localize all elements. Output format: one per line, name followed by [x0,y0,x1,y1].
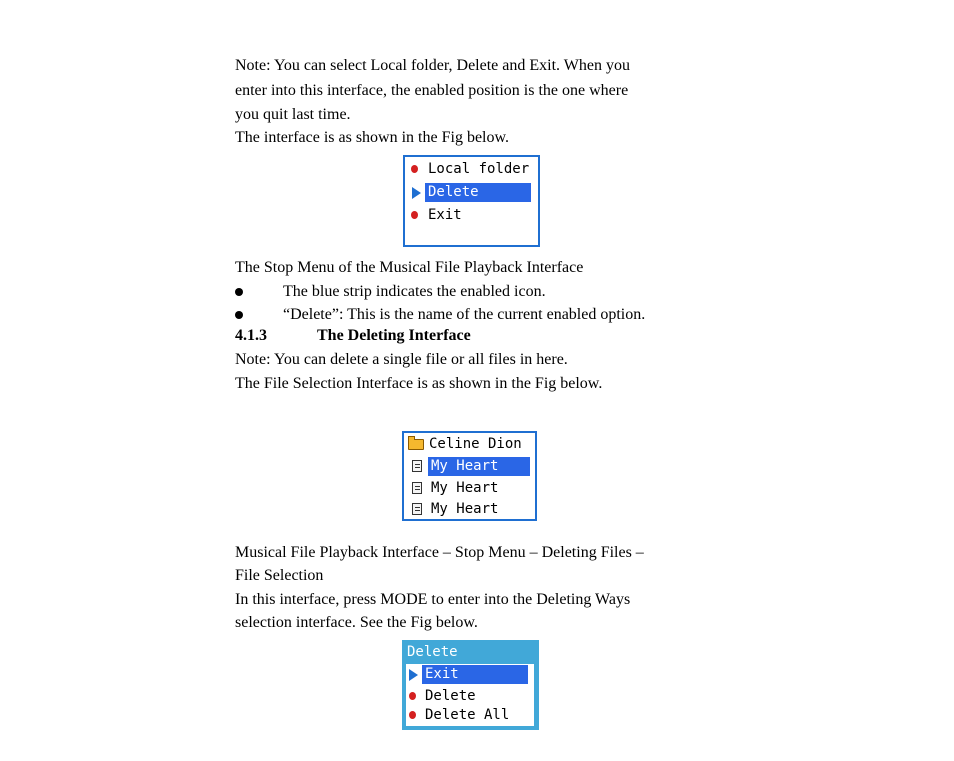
section-title: The Deleting Interface [317,327,471,344]
stop-menu-screen [403,155,540,247]
menu-item-exit[interactable] [405,206,538,225]
section-number: 4.1.3 [235,327,267,344]
file-icon [412,503,422,515]
file-label: My Heart [431,480,499,496]
blue-triangle-icon [412,187,421,199]
red-dot-icon [409,711,416,719]
menu-item-label: Exit [422,665,528,684]
menu-item-label: Delete All [425,707,510,723]
menu-item-label: Delete [425,688,476,704]
red-dot-icon [411,211,418,219]
file-item[interactable] [404,457,535,476]
delete-menu-title: Delete [407,644,458,660]
menu-item-delete[interactable] [406,687,534,706]
note-line-2: enter into this interface, the enabled position is the one where [235,82,629,99]
menu-item-label: Exit [428,207,462,223]
figure-2-caption-line-2: File Selection [235,567,324,584]
paragraph-3-line-1: In this interface, press MODE to enter into the Deleting Ways [235,591,631,608]
folder-label: Celine Dion [429,436,522,452]
file-icon [412,460,422,472]
menu-item-label: Delete [425,183,531,202]
menu-item-local-folder[interactable] [405,160,538,179]
file-item[interactable] [404,479,535,498]
figure-1-intro: The interface is as shown in the Fig below. [235,129,510,146]
folder-icon [408,439,424,450]
menu-item-delete[interactable] [405,183,538,202]
red-dot-icon [409,692,416,700]
figure-1-caption: The Stop Menu of the Musical File Playback Interface [235,259,584,276]
delete-ways-screen [402,640,539,730]
file-label: My Heart [428,457,530,476]
file-label: My Heart [431,501,499,517]
folder-item[interactable] [404,435,535,454]
file-selection-screen [402,431,537,521]
red-dot-icon [411,165,418,173]
file-icon [412,482,422,494]
file-item[interactable] [404,500,535,519]
figure-2-intro: The File Selection Interface is as shown in the Fig below. [235,375,603,392]
note-line-1: Note: You can select Local folder, Delete and Exit. When you [235,57,630,74]
note-line-3: you quit last time. [235,106,351,123]
bullet-dot-icon [235,288,243,296]
section-heading [235,326,471,346]
blue-triangle-icon [409,669,418,681]
delete-menu-list [406,664,534,726]
paragraph-3-line-2: selection interface. See the Fig below. [235,614,478,631]
menu-item-exit[interactable] [406,665,534,684]
bullet-dot-icon [235,311,243,319]
menu-item-delete-all[interactable] [406,706,534,725]
menu-item-label: Local folder [428,161,530,177]
figure-2-caption-line-1: Musical File Playback Interface – Stop Menu – Deleting Files – [235,544,644,561]
note-2: Note: You can delete a single file or all files in here. [235,351,568,368]
